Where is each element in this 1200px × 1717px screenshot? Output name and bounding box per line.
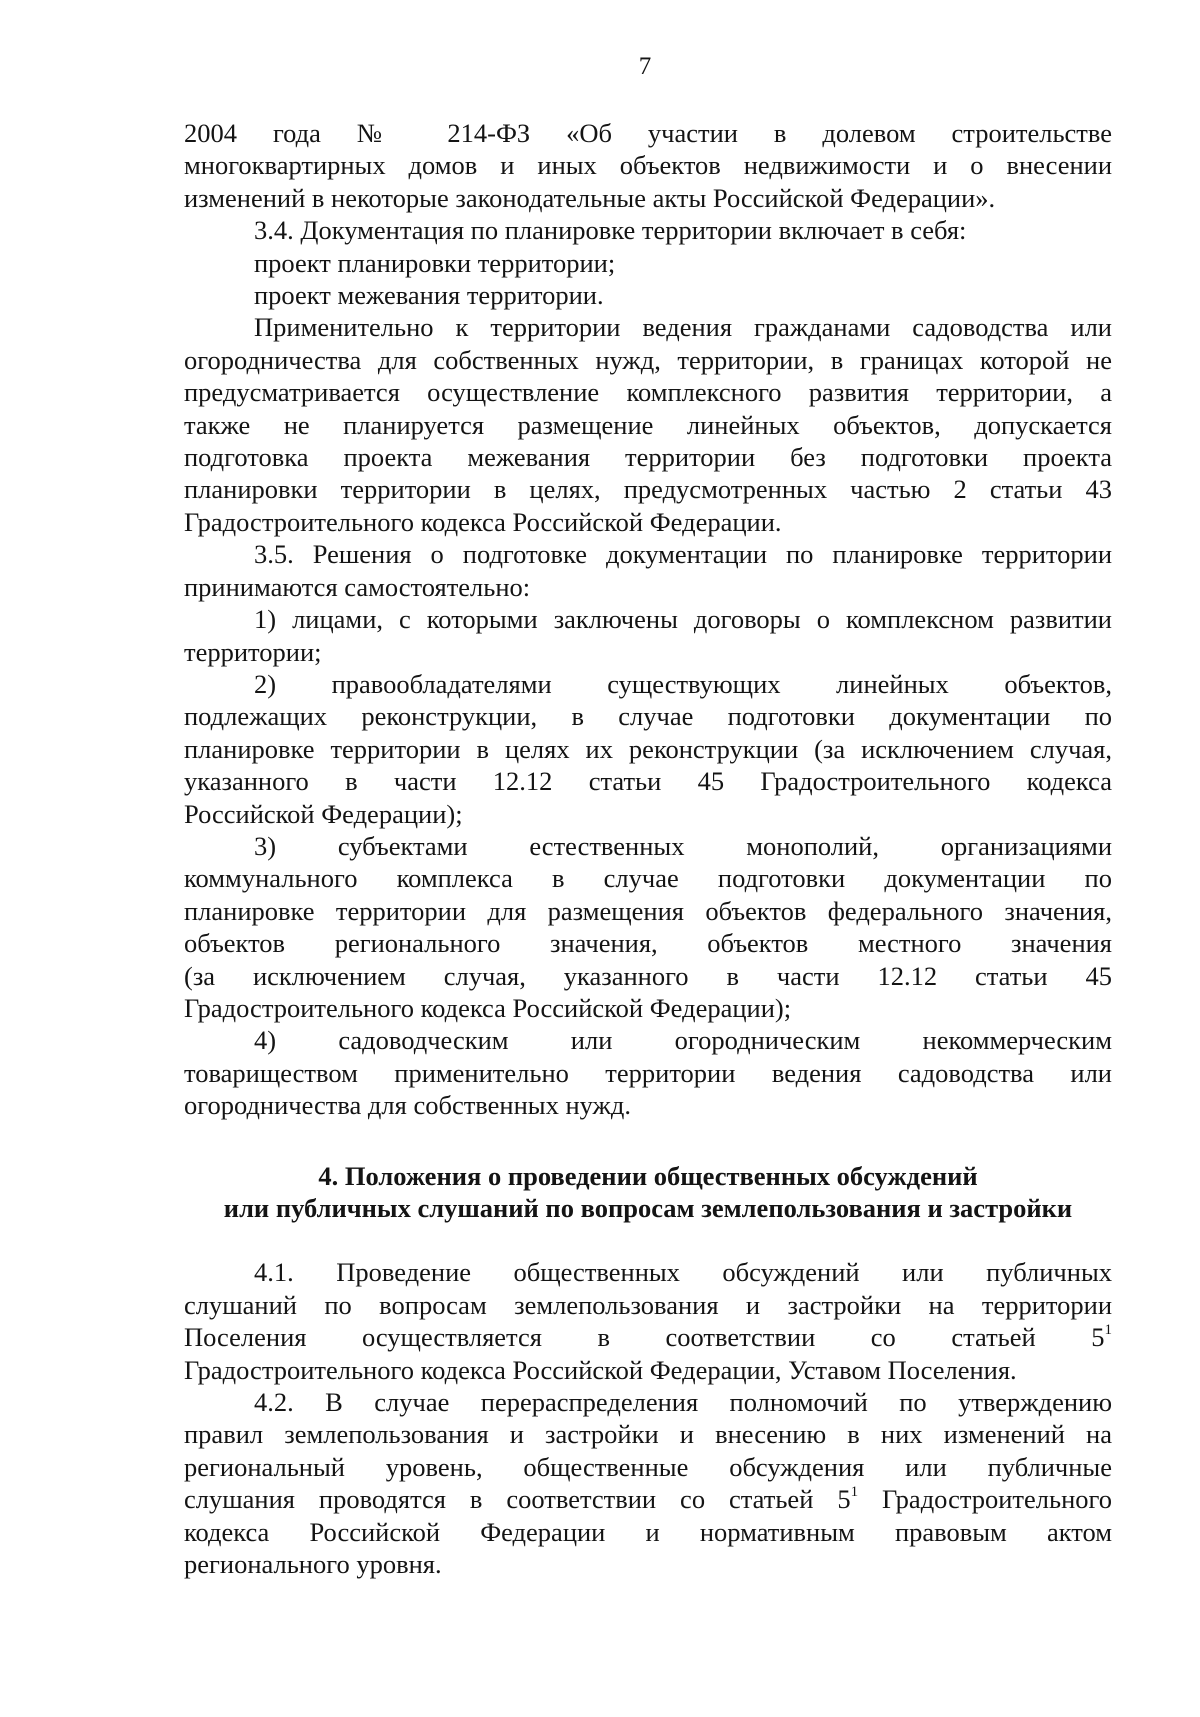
- paragraph-p1: [184, 214, 1112, 246]
- text-line: регионального уровня.: [184, 1549, 442, 1580]
- text-line: проект планировки территории;: [254, 247, 616, 278]
- paragraph-s2: [184, 1386, 1112, 1580]
- text-line: Применительно к территории ведения гражданами садоводства или: [254, 312, 1112, 343]
- text-line: проект межевания территории.: [254, 280, 604, 311]
- text-line: 3.4. Документация по планировке территории включает в себя:: [254, 215, 967, 246]
- paragraph-p2: [184, 247, 1112, 279]
- text-line: планировке территории для размещения объектов федерального значения,: [184, 895, 1112, 926]
- text-line: подготовка проекта межевания территории без подготовки проекта: [184, 442, 1112, 473]
- text-line: 1) лицами, с которыми заключены договоры о комплексном развитии: [254, 604, 1112, 635]
- text-line: указанного в части 12.12 статьи 45 Градостроительного кодекса: [184, 766, 1112, 797]
- text-line: объектов регионального значения, объектов местного значения: [184, 928, 1112, 959]
- text-line: многоквартирных домов и иных объектов недвижимости и о внесении: [184, 150, 1112, 181]
- text-line: правил землепользования и застройки и внесению в них изменений на: [184, 1419, 1112, 1450]
- text-line: Российской Федерации);: [184, 798, 463, 829]
- paragraph-p0: [184, 117, 1112, 214]
- text-line: слушаний по вопросам землепользования и застройки на территории: [184, 1289, 1112, 1320]
- text-line: огородничества для собственных нужд, территории, в границах которой не: [184, 344, 1112, 375]
- text-line: 3.5. Решения о подготовке документации по планировке территории: [254, 539, 1112, 570]
- paragraph-p6: [184, 603, 1112, 668]
- text-line: 2004 года № 214-ФЗ «Об участии в долевом строительстве: [184, 118, 1112, 148]
- text-line: 3) субъектами естественных монополий, организациями: [254, 830, 1112, 861]
- paragraphs-section-3: [184, 117, 1112, 1122]
- paragraph-p4: [184, 311, 1112, 538]
- document-body: [184, 117, 1112, 1580]
- text-line: огородничества для собственных нужд.: [184, 1090, 631, 1121]
- paragraph-p7: [184, 668, 1112, 830]
- text-line: планировке территории в целях их реконструкции (за исключением случая,: [184, 733, 1112, 764]
- text-line: планировки территории в целях, предусмотренных частью 2 статьи 43: [184, 474, 1112, 505]
- paragraph-p5: [184, 538, 1112, 603]
- text-line: принимаются самостоятельно:: [184, 571, 531, 602]
- text-line: изменений в некоторые законодательные акты Российской Федерации».: [184, 182, 996, 213]
- paragraph-p3: [184, 279, 1112, 311]
- text-line: кодекса Российской Федерации и нормативным правовым актом: [184, 1516, 1112, 1547]
- text-line: Поселения осуществляется в соответствии со статьей $5^1$: [184, 1322, 1112, 1353]
- section-heading-line-1: 4. Положения о проведении общественных обсуждений: [318, 1160, 978, 1191]
- text-line: территории;: [184, 636, 322, 667]
- text-line: региональный уровень, общественные обсуждения или публичные: [184, 1451, 1112, 1482]
- text-line: слушания проводятся в соответствии со статьей $5^1$ Градостроительного: [184, 1484, 1112, 1515]
- text-line: товариществом применительно территории ведения садоводства или: [184, 1057, 1112, 1088]
- paragraphs-section-4: [184, 1256, 1112, 1580]
- section-heading: [184, 1160, 1112, 1225]
- text-line: Градостроительного кодекса Российской Федерации, Уставом Поселения.: [184, 1354, 1017, 1385]
- text-line: 4.2. В случае перераспределения полномочий по утверждению: [254, 1387, 1112, 1418]
- text-line: Градостроительного кодекса Российской Федерации);: [184, 992, 792, 1023]
- text-line: (за исключением случая, указанного в части 12.12 статьи 45: [184, 960, 1112, 991]
- section-heading-line-2: или публичных слушаний по вопросам землепользования и застройки: [223, 1193, 1073, 1223]
- text-line: предусматривается осуществление комплексного развития территории, а: [184, 377, 1112, 408]
- page-number: 7: [638, 53, 652, 80]
- text-line: 2) правообладателями существующих линейных объектов,: [254, 668, 1112, 699]
- text-line: коммунального комплекса в случае подготовки документации по: [184, 863, 1112, 894]
- text-line: подлежащих реконструкции, в случае подготовки документации по: [184, 701, 1112, 732]
- paragraph-s1: [184, 1256, 1112, 1386]
- text-line: 4.1. Проведение общественных обсуждений или публичных: [254, 1257, 1112, 1288]
- paragraph-p8: [184, 830, 1112, 1024]
- text-line: также не планируется размещение линейных объектов, допускается: [184, 409, 1112, 440]
- text-line: Градостроительного кодекса Российской Федерации.: [184, 506, 782, 537]
- paragraph-p9: [184, 1024, 1112, 1121]
- text-line: 4) садоводческим или огородническим некоммерческим: [254, 1025, 1112, 1056]
